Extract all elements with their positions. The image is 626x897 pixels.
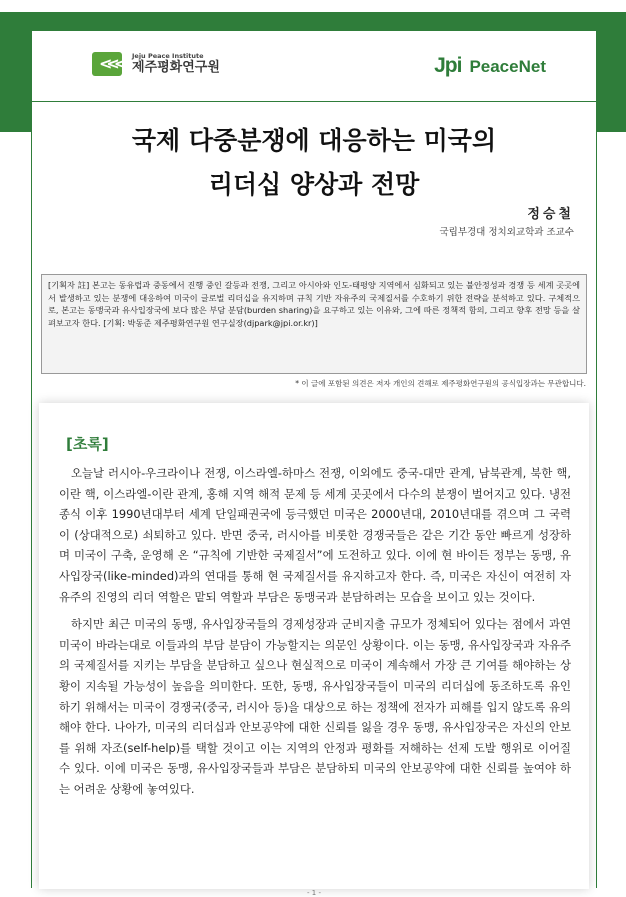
section-title: [초록] <box>66 435 109 453</box>
planning-note-text: [기획자 註] 본고는 동유럽과 중동에서 진행 중인 갈등과 전쟁, 그리고 아시아와 인도-태평양 지역에서 심화되고 있는 불안정성과 경쟁 등 세계 곳곳에서 발생하고 있는 분쟁에 대응하여 미국이 글로벌 리더십을 유지하며 규칙 기반 자유주의 국제질서를 수호하기 위한 전략을 분석하고 있다. 구체적으로, 본고는 동맹국과 유사입장국에 보다 많은 부담 분담(burden sharing)을 요구하고 있는 이유와, 그에 따른 정책적 함의, 그리고 향후 전망 등을 살펴보고자 한다. [기획: 박동준 제주평화연구원 연구실장(djpark@jpi.or.kr)] <box>48 280 580 328</box>
abstract-body <box>59 463 571 807</box>
page-number: - 1 - <box>307 889 321 897</box>
document-frame <box>31 30 597 897</box>
author-name: 정승철 <box>527 207 574 222</box>
author-affiliation: 국립부경대 정치외교학과 조교수 <box>439 227 574 238</box>
title-line-1: 국제 다중분쟁에 대응하는 미국의 <box>131 126 497 155</box>
abstract-panel <box>39 403 589 889</box>
title-line-2: 리더십 양상과 전망 <box>208 170 420 199</box>
peacenet-wordmark: PeaceNet <box>469 57 546 76</box>
jeju-logo-icon: <<< <box>92 51 128 77</box>
header-row <box>32 46 596 86</box>
jeju-peace-institute-logo <box>92 51 220 77</box>
document-title <box>32 119 596 207</box>
abstract-paragraph-2: 하지만 최근 미국의 동맹, 유사입장국들의 경제성장과 군비지출 규모가 정체되어 있다는 점에서 과연 미국이 바라는대로 이들과의 부담 분담이 가능할지는 의문인 상황이다. 이는 동맹, 유사입장국과 자유주의 국제질서를 지키는 부담을 분담하고 싶으나 현실적으로 미국이 계속해서 가장 큰 기여를 해야하는 상황이 지속될 가능성이 높음을 의미한다. 또한, 동맹, 유사입장국들이 미국의 리더십에 동조하도록 유인하기 위해서는 미국이 경쟁국(중국, 러시아 등)을 대상으로 하는 정책에 전자가 피해를 입지 않도록 유의해야 한다. 나아가, 미국의 리더십과 안보공약에 대한 신뢰를 잃을 경우 동맹, 유사입장국은 자신의 안보를 위해 자조(self-help)를 택할 것이고 이는 지역의 안정과 평화를 저해하는 선제 도발 행위로 이어질 수 있다. 이에 미국은 동맹, 유사입장국들과 부담은 분담하되 미국의 안보공약에 대한 신뢰를 높여야 하는 어려운 상황에 놓여있다. <box>59 617 571 796</box>
abstract-paragraph-1: 오늘날 러시아-우크라이나 전쟁, 이스라엘-하마스 전쟁, 이외에도 중국-대만 관계, 남북관계, 북한 핵, 이란 핵, 이스라엘-이란 관계, 홍해 지역 해적 문제 등 세계 곳곳에서 다수의 분쟁이 벌어지고 있다. 냉전 종식 이후 1990년대부터 세계 단일패권국에 등극했던 미국은 2000년대, 2010년대를 겪으며 그 국력이 (상대적으로) 쇠퇴하고 있다. 반면 중국, 러시아를 비롯한 경쟁국들은 같은 기간 동안 빠르게 성장하며 미국이 구축, 운영해 온 “규칙에 기반한 국제질서”에 도전하고 있다. 이에 현 바이든 정부는 동맹, 유사입장국(like-minded)과의 연대를 통해 현 국제질서를 유지하고자 한다. 즉, 미국은 자신이 여전히 자유주의 진영의 리더 역할은 맡되 역할과 부담은 동맹국과 분담하려는 모습을 보이고 있는 것이다. <box>59 466 571 604</box>
jpi-wordmark: Jpi <box>434 54 462 77</box>
institute-name-en: Jeju Peace Institute <box>132 52 204 60</box>
institute-name-ko: 제주평화연구원 <box>132 60 220 75</box>
header-divider <box>32 101 596 102</box>
disclaimer-note: * 이 글에 포함된 의견은 저자 개인의 견해로 제주평화연구원의 공식입장과는 무관합니다. <box>295 379 586 388</box>
planning-note-box <box>41 274 587 374</box>
jpi-peacenet-logo <box>434 54 546 78</box>
top-margin <box>0 0 626 12</box>
